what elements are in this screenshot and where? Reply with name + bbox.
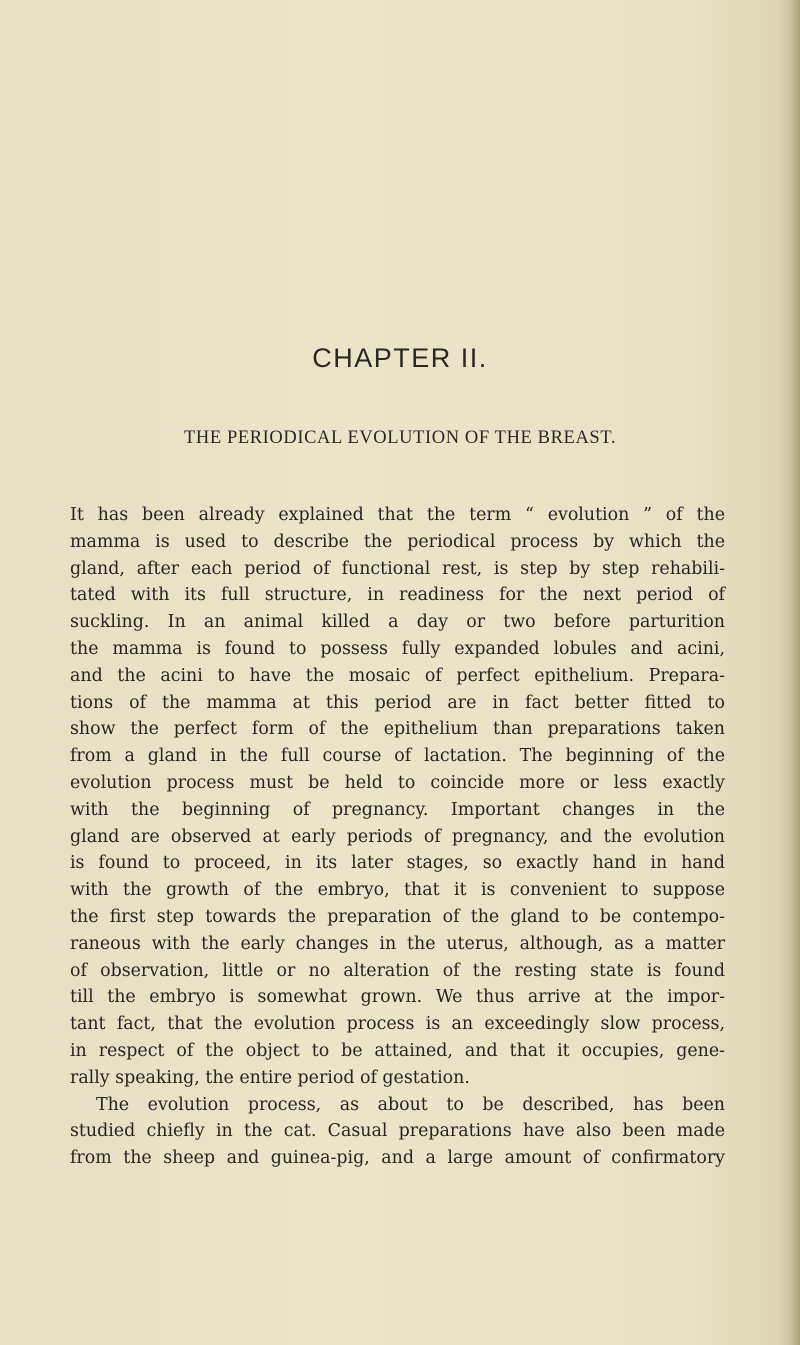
- text-line: from a gland in the full course of lactation. The beginning of the: [70, 746, 725, 767]
- text-line: mamma is used to describe the periodical process by which the: [70, 531, 725, 552]
- text-line: evolution process must be held to coincide more or less exactly: [70, 772, 725, 793]
- text-line: gland, after each period of functional rest, is step by step rehabili-: [70, 558, 725, 579]
- text-line: till the embryo is somewhat grown. We thus arrive at the impor-: [70, 987, 725, 1008]
- chapter-heading: CHAPTER II.: [312, 343, 488, 373]
- text-line: rally speaking, the entire period of gestation.: [70, 1067, 470, 1088]
- text-line: tions of the mamma at this period are in fact better fitted to: [70, 692, 725, 713]
- text-line: with the beginning of pregnancy. Important changes in the: [70, 799, 725, 820]
- text-line: tant fact, that the evolution process is an exceedingly slow process,: [70, 1014, 725, 1035]
- page-edge-shadow: [788, 0, 800, 1345]
- text-line: and the acini to have the mosaic of perfect epithelium. Prepara-: [70, 665, 725, 686]
- chapter-body-text: [70, 502, 725, 1172]
- text-line: It has been already explained that the term “ evolution ” of the: [70, 505, 725, 525]
- text-line: raneous with the early changes in the uterus, although, as a matter: [70, 933, 725, 954]
- text-line: show the perfect form of the epithelium than preparations taken: [70, 719, 725, 740]
- text-line: studied chiefly in the cat. Casual preparations have also been made: [70, 1121, 725, 1142]
- text-line: from the sheep and guinea-pig, and a large amount of confirmatory: [70, 1148, 725, 1169]
- chapter-title: THE PERIODICAL EVOLUTION OF THE BREAST.: [183, 428, 617, 448]
- text-line: the mamma is found to possess fully expanded lobules and acini,: [70, 638, 725, 659]
- text-line: The evolution process, as about to be described, has been: [96, 1094, 725, 1115]
- text-line: of observation, little or no alteration of the resting state is found: [70, 960, 725, 981]
- text-line: suckling. In an animal killed a day or two before parturition: [70, 612, 725, 633]
- text-line: tated with its full structure, in readiness for the next period of: [70, 585, 725, 606]
- text-line: the first step towards the preparation of the gland to be contempo-: [70, 906, 725, 927]
- text-line: gland are observed at early periods of pregnancy, and the evolution: [70, 826, 725, 847]
- text-line: in respect of the object to be attained, and that it occupies, gene-: [70, 1040, 725, 1061]
- text-line: is found to proceed, in its later stages, so exactly hand in hand: [70, 853, 725, 874]
- text-line: with the growth of the embryo, that it is convenient to suppose: [70, 880, 725, 901]
